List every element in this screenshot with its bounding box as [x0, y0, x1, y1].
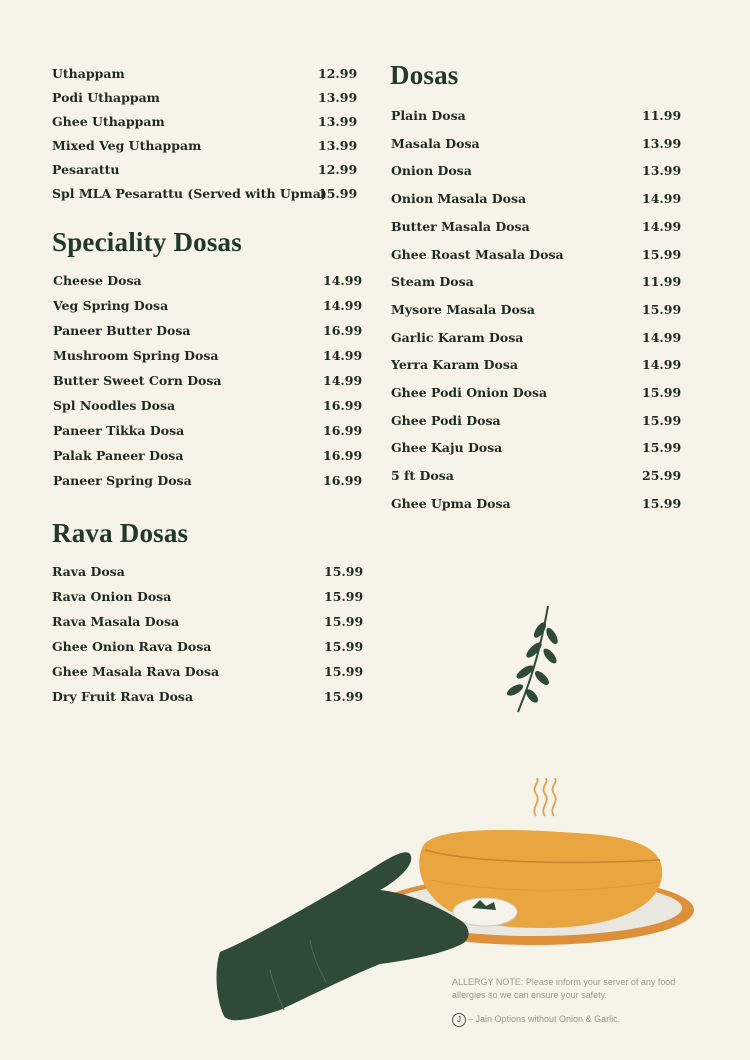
speciality-dosas-section: [53, 273, 363, 493]
menu-item-price: 14.99: [323, 298, 363, 313]
menu-item-price: 11.99: [642, 108, 682, 123]
menu-item-price: 12.99: [318, 66, 358, 81]
menu-item-price: 14.99: [642, 191, 682, 207]
menu-item-name: Butter Sweet Corn Dosa: [53, 373, 222, 388]
menu-item-name: Steam Dosa: [391, 274, 474, 290]
menu-item-name: Rava Dosa: [52, 564, 125, 579]
menu-item-name: 5 ft Dosa: [391, 468, 454, 484]
menu-item-name: Ghee Upma Dosa: [391, 495, 511, 511]
menu-item-name: Paneer Butter Dosa: [53, 323, 191, 338]
menu-item-name: Rava Onion Dosa: [52, 589, 172, 604]
menu-item-name: Palak Paneer Dosa: [53, 448, 184, 463]
menu-item-name: Plain Dosa: [391, 108, 466, 123]
leaf-sprig-illustration: [500, 600, 570, 720]
rava-dosas-section: [52, 564, 362, 709]
menu-item-price: 14.99: [642, 329, 682, 345]
steam-icon: [528, 778, 562, 818]
menu-item-name: Spl MLA Pesarattu (Served with Upma): [52, 186, 327, 201]
menu-item-name: Rava Masala Dosa: [52, 614, 180, 629]
menu-item-name: Mushroom Spring Dosa: [53, 348, 219, 363]
menu-item-price: 15.99: [642, 301, 682, 317]
menu-item-name: Masala Dosa: [391, 135, 480, 151]
menu-item-name: Ghee Masala Rava Dosa: [52, 664, 220, 679]
menu-item-price: 15.99: [324, 664, 364, 679]
menu-item-price: 16.99: [323, 423, 363, 438]
menu-item-price: 14.99: [323, 373, 363, 388]
menu-item-name: Mysore Masala Dosa: [391, 301, 535, 317]
menu-item-name: Mixed Veg Uthappam: [52, 138, 202, 153]
menu-item-price: 13.99: [318, 90, 358, 105]
menu-item-name: Paneer Tikka Dosa: [53, 423, 185, 438]
menu-item-price: 14.99: [323, 273, 363, 288]
section-title-rava-dosas: Rava Dosas: [52, 518, 189, 548]
dosas-section: [391, 108, 691, 518]
menu-item-name: Spl Noodles Dosa: [53, 398, 176, 413]
menu-item-price: 12.99: [318, 162, 358, 177]
uthappam-section: [52, 66, 362, 216]
menu-item-price: 16.99: [323, 323, 363, 338]
menu-item-name: Onion Dosa: [391, 163, 472, 179]
menu-item-price: 13.99: [642, 135, 682, 151]
menu-item-name: Ghee Podi Onion Dosa: [391, 385, 548, 400]
menu-item-name: Ghee Uthappam: [52, 114, 165, 129]
menu-item-name: Dry Fruit Rava Dosa: [52, 689, 194, 704]
menu-item-name: Paneer Spring Dosa: [53, 473, 192, 488]
menu-item-name: Ghee Kaju Dosa: [391, 440, 503, 456]
section-title-speciality-dosas: Speciality Dosas: [52, 227, 242, 257]
menu-item-price: 15.99: [642, 495, 682, 511]
menu-item-price: 14.99: [642, 218, 682, 234]
menu-item-price: 15.99: [642, 440, 682, 456]
menu-item-name: Uthappam: [52, 66, 125, 81]
jain-note: – Jain Options without Onion & Garlic.: [468, 1014, 621, 1024]
section-title-dosas: Dosas: [390, 60, 459, 90]
menu-item-name: Ghee Roast Masala Dosa: [391, 246, 564, 262]
menu-item-name: Onion Masala Dosa: [391, 191, 527, 207]
menu-item-price: 15.99: [642, 246, 682, 262]
menu-item-price: 15.99: [324, 689, 364, 704]
menu-item-name: Veg Spring Dosa: [53, 298, 169, 313]
menu-item-price: 11.99: [642, 274, 682, 290]
jain-icon: J: [452, 1013, 466, 1027]
menu-item-price: 13.99: [642, 163, 682, 179]
menu-item-price: 15.99: [642, 385, 682, 400]
menu-item-name: Butter Masala Dosa: [391, 218, 530, 234]
menu-item-price: 14.99: [323, 348, 363, 363]
menu-item-price: 15.99: [324, 564, 364, 579]
menu-item-name: Podi Uthappam: [52, 90, 160, 105]
menu-item-name: Cheese Dosa: [53, 273, 142, 288]
menu-item-price: 15.99: [324, 639, 364, 654]
menu-item-name: Ghee Podi Dosa: [391, 412, 501, 428]
menu-item-price: 13.99: [318, 138, 358, 153]
menu-item-price: 16.99: [323, 448, 363, 463]
menu-item-price: 16.99: [323, 473, 363, 488]
menu-item-price: 15.99: [318, 186, 358, 201]
menu-item-price: 14.99: [642, 357, 682, 373]
menu-item-name: Pesarattu: [52, 162, 120, 177]
allergy-note: ALLERGY NOTE: Please inform your server of any food allergies so we can ensure your safety.: [452, 977, 676, 1000]
menu-item-name: Garlic Karam Dosa: [391, 329, 524, 345]
menu-item-price: 25.99: [642, 468, 682, 484]
menu-item-price: 15.99: [324, 614, 364, 629]
menu-item-price: 15.99: [642, 412, 682, 428]
menu-item-price: 15.99: [324, 589, 364, 604]
menu-item-name: Ghee Onion Rava Dosa: [52, 639, 212, 654]
menu-item-price: 13.99: [318, 114, 358, 129]
menu-item-name: Yerra Karam Dosa: [391, 357, 518, 373]
menu-item-price: 16.99: [323, 398, 363, 413]
